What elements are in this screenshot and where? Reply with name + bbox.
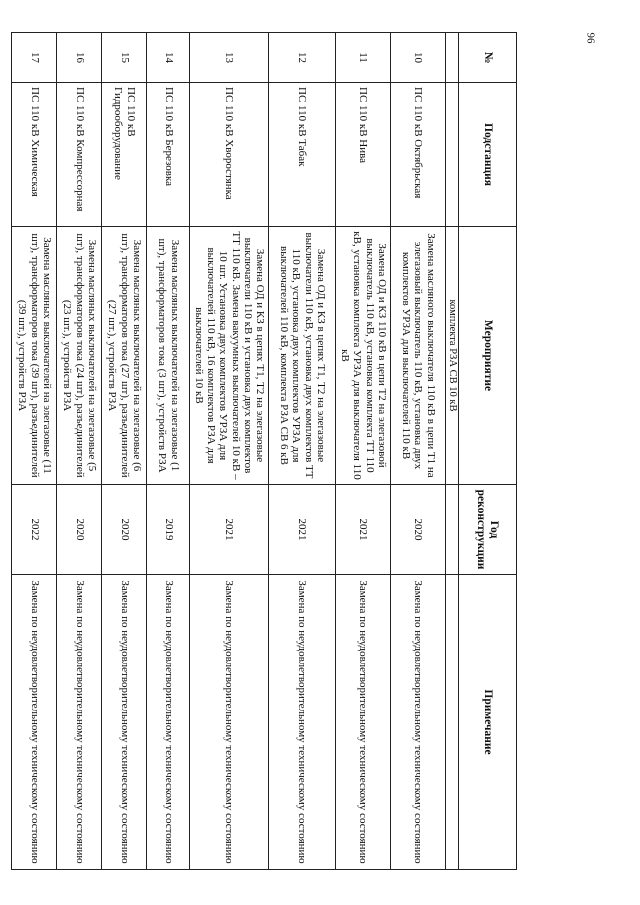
cell-note: Замена по неудовлетворительному техническому состоянию xyxy=(102,575,147,870)
cell-substation: ПС 110 кВ Химическая xyxy=(12,83,57,227)
table-row xyxy=(102,33,147,870)
cell-year: 2021 xyxy=(190,485,269,575)
table-header-row xyxy=(459,33,517,870)
cell-year: 2021 xyxy=(269,485,336,575)
cell-measure: Замена масляного выключателя 110 кВ в цепи Т1 на элегазовый выключатель 110 кВ, установка двух комплектов УРЗА для выключателей 110 кВ xyxy=(391,227,446,485)
cell-substation: ПС 110 кВ Березовка xyxy=(147,83,190,227)
table-row-continuation xyxy=(446,33,459,870)
cell-measure: Замена масляных выключателей на элегазовые (1 шт), трансформаторов тока (3 шт), устройств РЗА xyxy=(147,227,190,485)
reconstruction-table xyxy=(11,32,517,870)
cell-substation: ПС 110 кВ Компрессорная xyxy=(57,83,102,227)
cell-number: 16 xyxy=(57,33,102,83)
cell-empty xyxy=(446,33,459,83)
cell-measure: Замена масляных выключателей на элегазовые (6 шт), трансформаторов тока (27 шт), разъединителей (27 шт.), устройств РЗА xyxy=(102,227,147,485)
cell-note: Замена по неудовлетворительному техническому состоянию xyxy=(190,575,269,870)
cell-number: 10 xyxy=(391,33,446,83)
cell-note: Замена по неудовлетворительному техническому состоянию xyxy=(269,575,336,870)
cell-year: 2019 xyxy=(147,485,190,575)
cell-empty xyxy=(446,575,459,870)
cell-substation: ПС 110 кВ Хворостянка xyxy=(190,83,269,227)
cell-number: 12 xyxy=(269,33,336,83)
cell-year: 2022 xyxy=(12,485,57,575)
table-row xyxy=(336,33,391,870)
table-row xyxy=(57,33,102,870)
cell-note: Замена по неудовлетворительному техническому состоянию xyxy=(391,575,446,870)
cell-year: 2020 xyxy=(57,485,102,575)
page-number-text: 96 xyxy=(584,32,596,44)
cell-measure: комплекта РЗА СВ 10 кВ xyxy=(446,227,459,485)
cell-measure: Замена ОД и КЗ в цепях Т1, Т2 на элегазовые выключатели 110 кВ, установка двух комплектов ТТ 110 кВ, установка двух комплектов УРЗА для выключателей 110 кВ, комплекта РЗА СВ 6 кВ xyxy=(269,227,336,485)
cell-number: 11 xyxy=(336,33,391,83)
cell-note: Замена по неудовлетворительному техническому состоянию xyxy=(12,575,57,870)
header-substation: Подстанция xyxy=(459,83,517,227)
cell-substation: ПС 110 кВ Нива xyxy=(336,83,391,227)
cell-substation: ПС 110 кВ Октябрьская xyxy=(391,83,446,227)
cell-measure: Замена масляных выключателей на элегазовые (11 шт), трансформаторов тока (39 шт), разъединителей (39 шт.), устройств РЗА xyxy=(12,227,57,485)
header-note: Примечание xyxy=(459,575,517,870)
header-measure: Мероприятие xyxy=(459,227,517,485)
table-row xyxy=(391,33,446,870)
cell-note: Замена по неудовлетворительному техническому состоянию xyxy=(336,575,391,870)
header-number: № xyxy=(459,33,517,83)
cell-substation: ПС 110 кВ Табак xyxy=(269,83,336,227)
cell-year: 2020 xyxy=(391,485,446,575)
cell-note: Замена по неудовлетворительному техническому состоянию xyxy=(57,575,102,870)
cell-year: 2021 xyxy=(336,485,391,575)
rotated-table-container xyxy=(16,32,517,869)
cell-number: 14 xyxy=(147,33,190,83)
cell-note: Замена по неудовлетворительному техническому состоянию xyxy=(147,575,190,870)
cell-empty xyxy=(446,485,459,575)
cell-number: 13 xyxy=(190,33,269,83)
cell-year: 2020 xyxy=(102,485,147,575)
header-year: Год реконструкции xyxy=(459,485,517,575)
table-row xyxy=(190,33,269,870)
table-row xyxy=(269,33,336,870)
cell-number: 15 xyxy=(102,33,147,83)
table-row xyxy=(12,33,57,870)
page-number xyxy=(578,18,602,58)
cell-number: 17 xyxy=(12,33,57,83)
cell-measure: Замена ОД и КЗ 110 кВ в цепи Т2 на элегазовой выключатель 110 кВ, установка комплекта ТТ 110 кВ, установка комплекта УРЗА для выключателя 110 кВ xyxy=(336,227,391,485)
table-row xyxy=(147,33,190,870)
cell-empty xyxy=(446,83,459,227)
cell-substation: ПС 110 кВ Гидрооборудование xyxy=(102,83,147,227)
cell-measure: Замена масляных выключателей на элегазовые (5 шт), трансформаторов тока (24 шт), разъединителей (23 шт.), устройств РЗА xyxy=(57,227,102,485)
cell-measure: Замена ОД и КЗ в цепях Т1, Т2 на элегазовые выключатели 110 кВ и установка двух комплектов ТТ 110 кВ. Замена вакуумных выключателей 10 кВ – 10 шт. Установка двух комплектов УРЗА для выключателей 110 кВ, 16 комплектов РЗА для выключателей 10 кВ xyxy=(190,227,269,485)
